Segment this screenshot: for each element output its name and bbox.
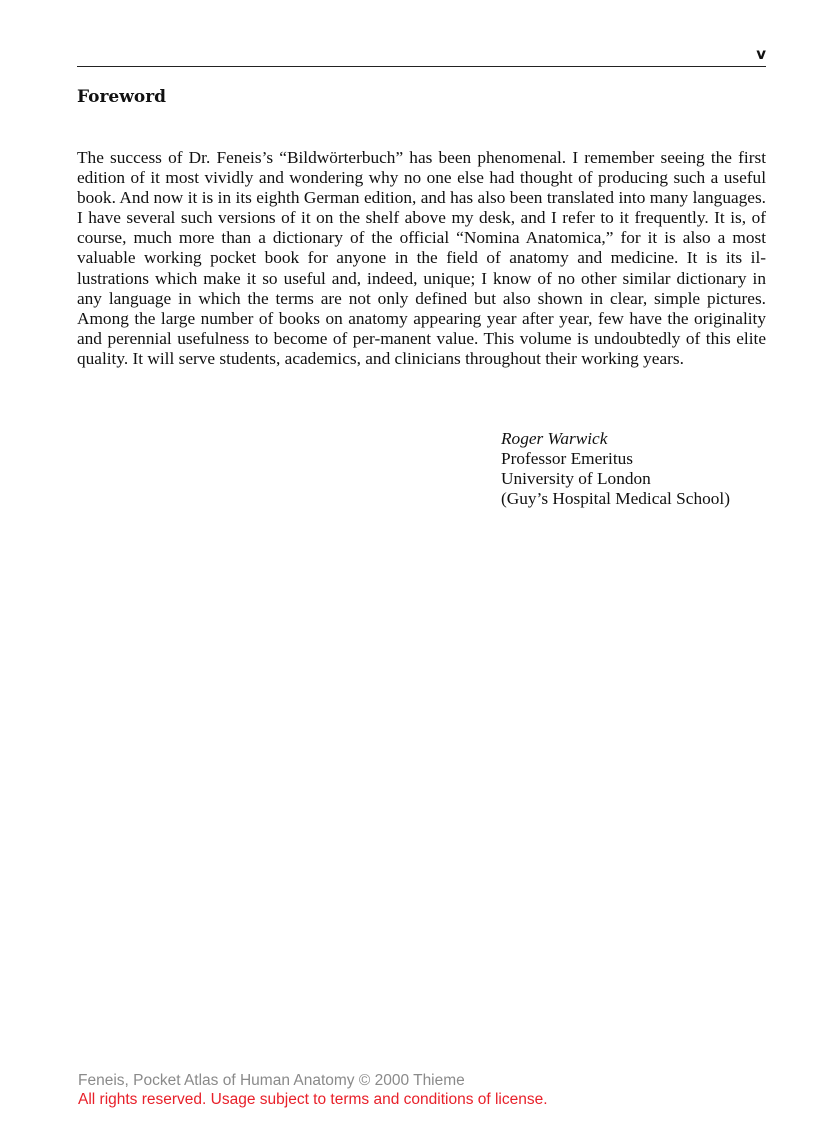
- signature-institution: University of London: [501, 469, 651, 489]
- foreword-paragraph: The success of Dr. Feneis’s “Bildwörterbuch” has been phenomenal. I remember seeing the first edition of it most vividly and wondering why no one else had thought of producing such a useful book. And now it is in its eighth German edition, and has also been translated into many languages. I have several such versions of it on the shelf above my desk, and I refer to it frequently. It is, of course, much more than a dictionary of the official “Nomina Anatomica,” for it is also a most valuable working pocket book for anyone in the field of anatomy and medicine. It is its il-lustrations which make it so useful and, indeed, unique; I know of no other similar dictionary in any language in which the terms are not only defined but also shown in clear, simple pictures. Among the large number of books on anatomy appearing year after year, few have the originality and perennial usefulness to become of per-manent value. This volume is undoubtedly of this elite quality. It will serve students, academics, and clinicians throughout their working years.: [77, 148, 766, 368]
- signature-school: (Guy’s Hospital Medical School): [501, 489, 730, 509]
- page-footer: [78, 1071, 548, 1109]
- section-title: Foreword: [77, 87, 167, 107]
- page-header: [77, 44, 766, 66]
- signature-block: [501, 429, 781, 509]
- signature-name: Roger Warwick: [501, 429, 608, 448]
- footer-copyright: Feneis, Pocket Atlas of Human Anatomy © 2000 Thieme: [78, 1072, 465, 1089]
- footer-license: All rights reserved. Usage subject to terms and conditions of license.: [78, 1091, 548, 1108]
- signature-title: Professor Emeritus: [501, 449, 633, 469]
- header-rule: [77, 66, 766, 67]
- page-number: v: [756, 45, 766, 63]
